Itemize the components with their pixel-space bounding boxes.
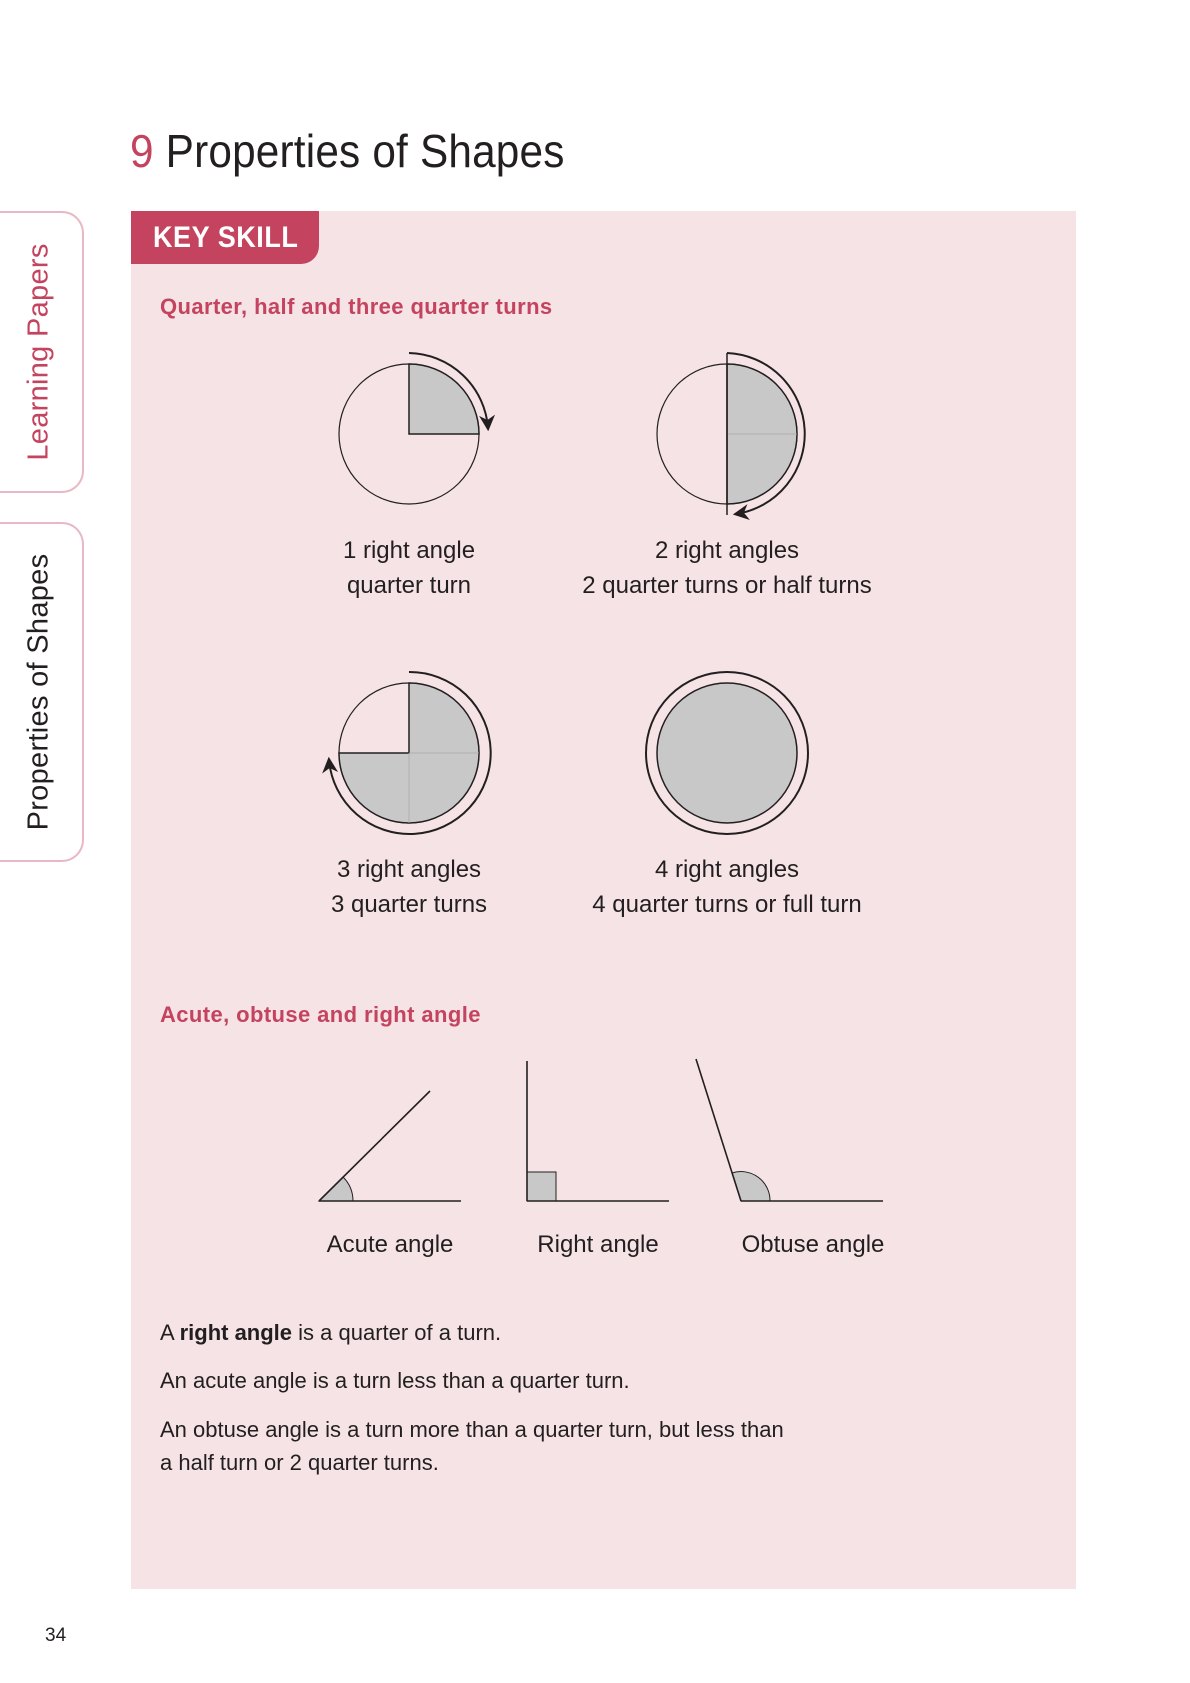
caption-line: 3 quarter turns: [330, 891, 488, 918]
definition-right-angle: [160, 1316, 920, 1349]
definition-line: a half turn or 2 quarter turns.: [160, 1450, 439, 1475]
definition-term: right angle: [179, 1320, 293, 1345]
acute-angle-marker: [319, 1177, 353, 1201]
acute-angle-diagram: [319, 1091, 461, 1201]
definition-obtuse-angle: [160, 1413, 920, 1479]
side-tab-label: Properties of Shapes: [22, 553, 55, 831]
obtuse-angle-marker: [732, 1172, 770, 1201]
key-skill-badge-label: KEY SKILL: [153, 221, 299, 254]
angles-heading: Acute, obtuse and right angle: [160, 1002, 481, 1027]
caption-line: 3 right angles: [336, 856, 482, 883]
right-angle-label: Right angle: [537, 1231, 659, 1258]
caption-line: 4 quarter turns or full turn: [592, 891, 862, 918]
obtuse-angle-diagram: [696, 1059, 883, 1201]
acute-angle-label: Acute angle: [326, 1231, 454, 1258]
caption-line: 2 right angles: [654, 537, 800, 564]
caption-line: 2 quarter turns or half turns: [582, 572, 872, 599]
definition-text: is a quarter of a turn.: [292, 1320, 502, 1345]
definition-acute-angle: An acute angle is a turn less than a quarter turn.: [160, 1368, 630, 1393]
definition-text: A: [160, 1320, 180, 1345]
caption-line: 1 right angle: [342, 537, 476, 564]
obtuse-angle-label: Obtuse angle: [741, 1231, 885, 1258]
right-angle-marker: [527, 1172, 556, 1201]
chapter-number: 9: [130, 125, 154, 177]
side-tab-label: Learning Papers: [22, 243, 55, 461]
chapter-name: Properties of Shapes: [165, 125, 565, 177]
caption-line: quarter turn: [346, 572, 472, 599]
definition-line: An obtuse angle is a turn more than a quarter turn, but less than: [160, 1417, 784, 1442]
turns-heading: Quarter, half and three quarter turns: [160, 294, 553, 319]
page-number: 34: [45, 1625, 67, 1646]
right-angle-diagram: [527, 1061, 669, 1201]
caption-line: 4 right angles: [654, 856, 800, 883]
